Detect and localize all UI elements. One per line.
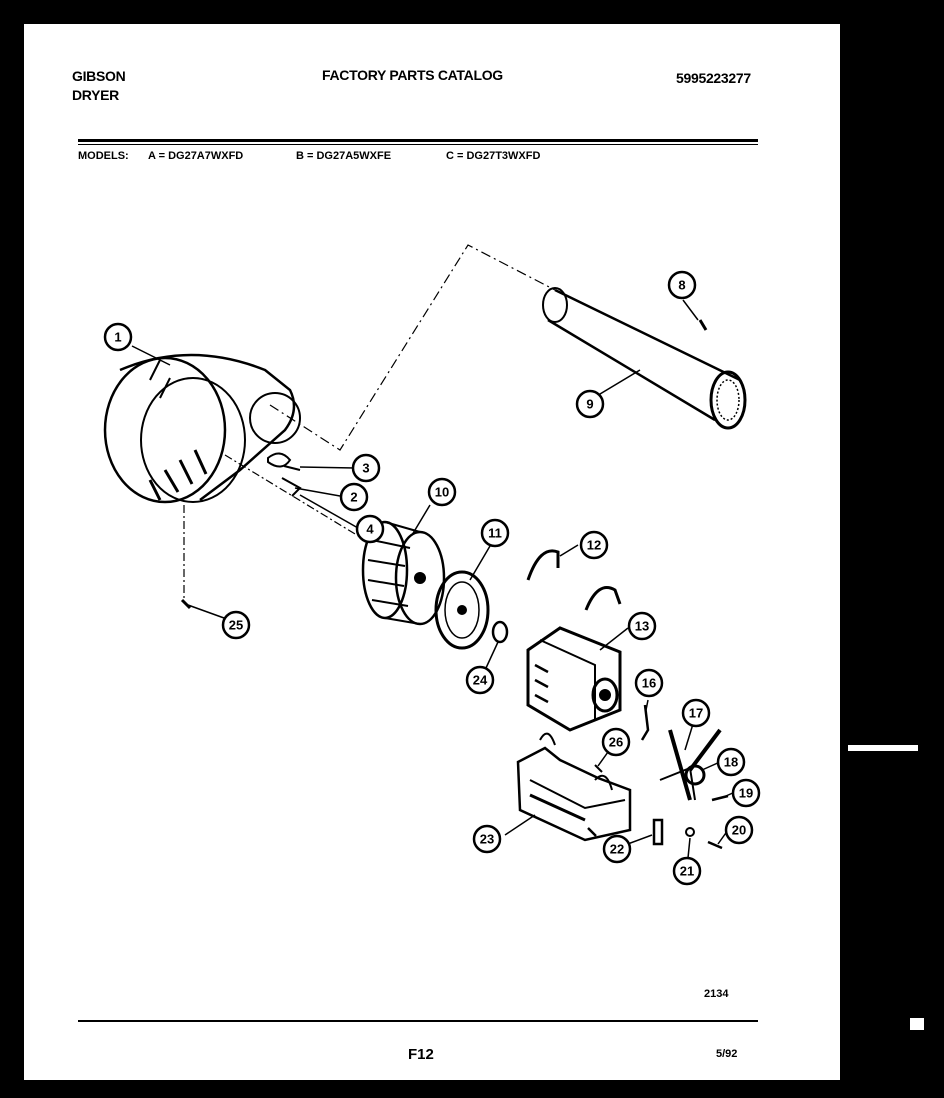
callout-leaders	[132, 300, 735, 858]
scan-artifact	[848, 745, 918, 751]
callout-number: 24	[472, 672, 488, 688]
callout-number: 26	[608, 734, 624, 750]
revision-date: 5/92	[716, 1048, 738, 1060]
callout-19	[733, 780, 759, 806]
page-number: F12	[408, 1046, 434, 1063]
callout-number: 10	[434, 484, 450, 500]
callout-number: 4	[366, 521, 374, 537]
catalog-number: 5995223277	[676, 70, 751, 86]
callout-number: 19	[738, 785, 754, 801]
callout-10	[429, 479, 455, 505]
washer-part	[686, 828, 694, 836]
screw-part	[700, 320, 706, 330]
vent-tube-part	[543, 288, 745, 428]
screw-part	[712, 796, 728, 800]
footer-rule	[78, 1020, 758, 1022]
callout-23	[474, 826, 500, 852]
callout-3	[353, 455, 379, 481]
ring-part	[493, 622, 507, 642]
callout-22	[604, 836, 630, 862]
brand-label: GIBSON	[72, 68, 126, 84]
callout-20	[726, 817, 752, 843]
fastener-part	[588, 828, 596, 836]
spring-part	[654, 820, 662, 844]
callout-2	[341, 484, 367, 510]
blower-housing-part	[105, 355, 300, 502]
callout-21	[674, 858, 700, 884]
callout-number: 25	[228, 617, 244, 633]
callout-11	[482, 520, 508, 546]
callout-4	[357, 516, 383, 542]
callout-13	[629, 613, 655, 639]
callout-25	[223, 612, 249, 638]
bulkhead-plate-part	[436, 572, 488, 648]
screw-part	[182, 600, 190, 608]
callout-number: 9	[586, 396, 594, 412]
product-label: DRYER	[72, 87, 119, 103]
motor-clip-part	[586, 588, 620, 611]
callout-number: 23	[479, 831, 495, 847]
scan-artifact	[910, 1018, 924, 1030]
bracket-part	[282, 478, 300, 496]
callout-24	[467, 667, 493, 693]
callout-number: 17	[688, 705, 704, 721]
callout-26	[603, 729, 629, 755]
callout-8	[669, 272, 695, 298]
motor-part	[528, 628, 620, 730]
drawing-number: 2134	[704, 988, 729, 1000]
callout-number: 3	[362, 460, 370, 476]
model-b: B = DG27A5WXFE	[296, 150, 392, 162]
callout-1	[105, 324, 131, 350]
clamp-part	[268, 453, 290, 466]
callout-18	[718, 749, 744, 775]
motor-clip-part	[528, 551, 558, 580]
callout-number: 2	[350, 489, 358, 505]
catalog-title: FACTORY PARTS CATALOG	[322, 67, 503, 83]
callout-number: 8	[678, 277, 686, 293]
callout-number: 16	[641, 675, 657, 691]
callout-number: 11	[488, 525, 502, 541]
leader-line	[270, 245, 555, 450]
callout-number: 18	[723, 754, 739, 770]
idler-arm-part	[670, 730, 690, 800]
models-label: MODELS:	[78, 150, 129, 162]
spring-part	[642, 705, 648, 740]
screw-part	[284, 466, 300, 470]
screw-part	[708, 842, 722, 848]
callout-number: 20	[731, 822, 747, 838]
callout-number: 21	[679, 863, 695, 879]
callout-9	[577, 391, 603, 417]
callout-17	[683, 700, 709, 726]
callout-number: 1	[114, 329, 122, 345]
model-a: A = DG27A7WXFD	[148, 150, 244, 162]
callout-number: 13	[634, 618, 650, 634]
callout-12	[581, 532, 607, 558]
callout-16	[636, 670, 662, 696]
callout-number: 12	[586, 537, 602, 553]
model-c: C = DG27T3WXFD	[446, 150, 541, 162]
callout-number: 22	[609, 841, 625, 857]
